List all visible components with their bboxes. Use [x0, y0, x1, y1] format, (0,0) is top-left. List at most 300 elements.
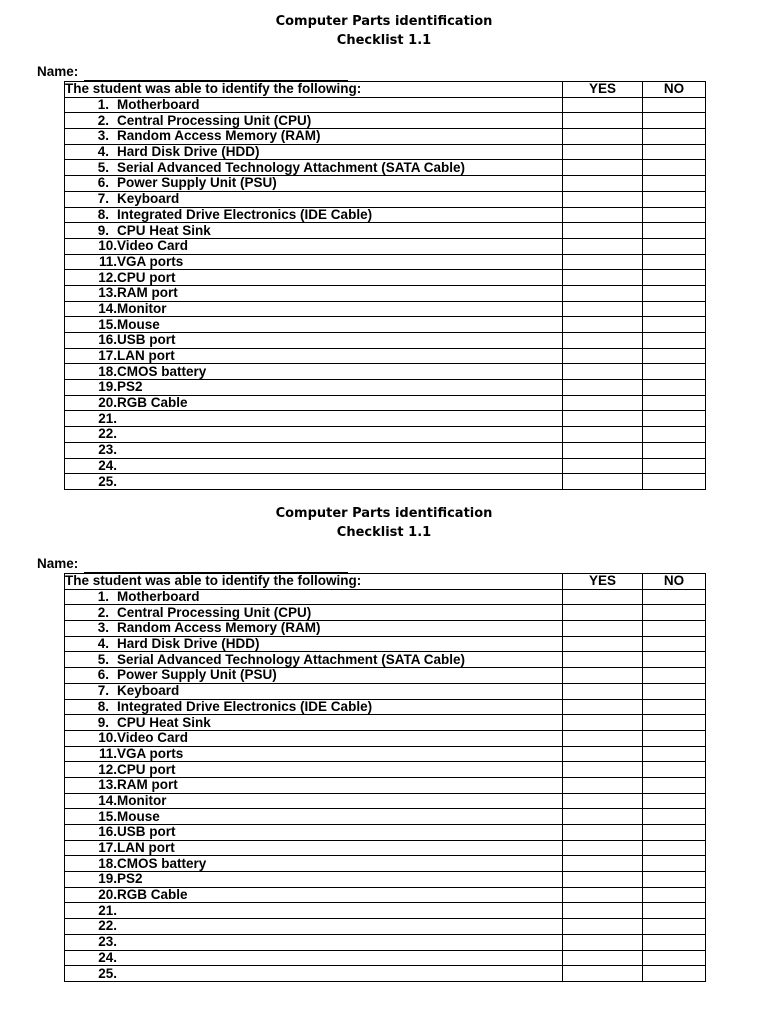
item-label: Motherboard	[117, 97, 200, 113]
no-checkbox-cell[interactable]	[643, 395, 706, 411]
yes-checkbox-cell[interactable]	[563, 840, 643, 856]
item-cell	[65, 652, 563, 668]
table-row	[65, 395, 706, 411]
item-cell	[65, 364, 563, 380]
item-label: Power Supply Unit (PSU)	[117, 667, 277, 683]
item-label: USB port	[117, 332, 176, 348]
header-yes: YES	[563, 82, 643, 98]
item-cell	[65, 176, 563, 192]
item-cell	[65, 809, 563, 825]
table-row	[65, 317, 706, 333]
yes-checkbox-cell[interactable]	[563, 903, 643, 919]
yes-checkbox-cell[interactable]	[563, 825, 643, 841]
no-checkbox-cell[interactable]	[643, 176, 706, 192]
item-cell	[65, 730, 563, 746]
item-cell	[65, 887, 563, 903]
table-row	[65, 715, 706, 731]
item-number: 22.	[98, 426, 117, 442]
table-header-row	[65, 82, 706, 98]
yes-checkbox-cell[interactable]	[563, 113, 643, 129]
no-checkbox-cell[interactable]	[643, 474, 706, 490]
item-cell	[65, 872, 563, 888]
no-checkbox-cell[interactable]	[643, 777, 706, 793]
item-label: Random Access Memory (RAM)	[117, 128, 321, 144]
item-number: 8.	[97, 699, 109, 714]
item-label: PS2	[117, 379, 143, 395]
yes-checkbox-cell[interactable]	[563, 348, 643, 364]
yes-checkbox-cell[interactable]	[563, 730, 643, 746]
item-label: Hard Disk Drive (HDD)	[117, 144, 260, 160]
no-checkbox-cell[interactable]	[643, 301, 706, 317]
yes-checkbox-cell[interactable]	[563, 699, 643, 715]
table-row	[65, 668, 706, 684]
no-checkbox-cell[interactable]	[643, 856, 706, 872]
yes-checkbox-cell[interactable]	[563, 683, 643, 699]
table-row	[65, 652, 706, 668]
item-number: 16.	[98, 824, 117, 840]
yes-checkbox-cell[interactable]	[563, 474, 643, 490]
yes-checkbox-cell[interactable]	[563, 254, 643, 270]
item-cell	[65, 97, 563, 113]
item-label: CPU port	[117, 269, 176, 285]
item-cell	[65, 589, 563, 605]
item-number: 22.	[98, 918, 117, 934]
item-label: RGB Cable	[117, 395, 188, 411]
item-label: VGA ports	[117, 254, 184, 269]
yes-checkbox-cell[interactable]	[563, 762, 643, 778]
item-label: Monitor	[117, 301, 167, 316]
yes-checkbox-cell[interactable]	[563, 395, 643, 411]
item-label: PS2	[117, 871, 143, 887]
table-row	[65, 699, 706, 715]
name-blank-line[interactable]	[84, 558, 348, 573]
item-number: 8.	[97, 207, 109, 222]
yes-checkbox-cell[interactable]	[563, 458, 643, 474]
item-cell	[65, 636, 563, 652]
item-label: Central Processing Unit (CPU)	[117, 604, 312, 620]
item-label: Video Card	[117, 238, 189, 254]
table-row	[65, 411, 706, 427]
item-label: Video Card	[117, 730, 189, 746]
item-label: CMOS battery	[117, 855, 207, 871]
table-row	[65, 777, 706, 793]
table-row	[65, 160, 706, 176]
table-row	[65, 364, 706, 380]
yes-checkbox-cell[interactable]	[563, 919, 643, 935]
table-row	[65, 589, 706, 605]
item-number: 25.	[98, 965, 117, 981]
item-number: 13.	[98, 285, 117, 301]
no-checkbox-cell[interactable]	[643, 160, 706, 176]
item-cell	[65, 683, 563, 699]
no-checkbox-cell[interactable]	[643, 129, 706, 145]
table-row	[65, 380, 706, 396]
item-cell	[65, 207, 563, 223]
yes-checkbox-cell[interactable]	[563, 129, 643, 145]
item-number: 14.	[98, 301, 117, 316]
yes-checkbox-cell[interactable]	[563, 301, 643, 317]
no-checkbox-cell[interactable]	[643, 699, 706, 715]
no-checkbox-cell[interactable]	[643, 458, 706, 474]
table-row	[65, 442, 706, 458]
no-checkbox-cell[interactable]	[643, 730, 706, 746]
item-cell	[65, 380, 563, 396]
table-row	[65, 270, 706, 286]
item-number: 7.	[97, 683, 109, 699]
no-checkbox-cell[interactable]	[643, 333, 706, 349]
table-row	[65, 605, 706, 621]
yes-checkbox-cell[interactable]	[563, 966, 643, 982]
item-label: Mouse	[117, 808, 160, 824]
item-number: 3.	[97, 620, 109, 636]
no-checkbox-cell[interactable]	[643, 113, 706, 129]
item-cell	[65, 919, 563, 935]
item-number: 9.	[97, 714, 109, 730]
name-field	[37, 63, 348, 81]
no-checkbox-cell[interactable]	[643, 715, 706, 731]
item-number: 12.	[98, 269, 117, 285]
item-number: 20.	[98, 887, 117, 903]
yes-checkbox-cell[interactable]	[563, 223, 643, 239]
item-label: Motherboard	[117, 589, 200, 605]
table-row	[65, 97, 706, 113]
table-row	[65, 746, 706, 762]
item-label: Central Processing Unit (CPU)	[117, 112, 312, 128]
item-cell	[65, 442, 563, 458]
item-cell	[65, 458, 563, 474]
item-number: 20.	[98, 395, 117, 411]
item-label: Serial Advanced Technology Attachment (SATA Cable)	[117, 159, 466, 175]
no-checkbox-cell[interactable]	[643, 238, 706, 254]
item-cell	[65, 793, 563, 809]
table-row	[65, 113, 706, 129]
item-cell	[65, 668, 563, 684]
item-cell	[65, 317, 563, 333]
no-checkbox-cell[interactable]	[643, 887, 706, 903]
item-cell	[65, 270, 563, 286]
yes-checkbox-cell[interactable]	[563, 285, 643, 301]
item-number: 19.	[98, 871, 117, 887]
header-description: The student was able to identify the following:	[65, 574, 563, 590]
no-checkbox-cell[interactable]	[643, 762, 706, 778]
no-checkbox-cell[interactable]	[643, 621, 706, 637]
table-header-row	[65, 574, 706, 590]
item-number: 16.	[98, 332, 117, 348]
no-checkbox-cell[interactable]	[643, 380, 706, 396]
document-subtitle: Checklist 1.1	[336, 525, 432, 540]
item-number: 25.	[98, 473, 117, 489]
document-subtitle: Checklist 1.1	[336, 33, 432, 48]
item-cell	[65, 144, 563, 160]
item-label: USB port	[117, 824, 176, 840]
item-label: RGB Cable	[117, 887, 188, 903]
no-checkbox-cell[interactable]	[643, 144, 706, 160]
table-row	[65, 458, 706, 474]
no-checkbox-cell[interactable]	[643, 652, 706, 668]
item-label: Keyboard	[117, 683, 180, 699]
item-label: RAM port	[117, 285, 178, 301]
table-row	[65, 887, 706, 903]
no-checkbox-cell[interactable]	[643, 825, 706, 841]
table-row	[65, 934, 706, 950]
no-checkbox-cell[interactable]	[643, 317, 706, 333]
item-cell	[65, 301, 563, 317]
item-number: 21.	[98, 410, 117, 426]
item-label: Serial Advanced Technology Attachment (SATA Cable)	[117, 651, 466, 667]
yes-checkbox-cell[interactable]	[563, 809, 643, 825]
header-yes: YES	[563, 574, 643, 590]
item-cell	[65, 856, 563, 872]
item-number: 6.	[97, 667, 109, 683]
table-row	[65, 207, 706, 223]
item-number: 21.	[98, 902, 117, 918]
no-checkbox-cell[interactable]	[643, 411, 706, 427]
table-row	[65, 621, 706, 637]
item-number: 23.	[98, 442, 117, 458]
no-checkbox-cell[interactable]	[643, 950, 706, 966]
item-label: Hard Disk Drive (HDD)	[117, 636, 260, 652]
table-row	[65, 762, 706, 778]
item-number: 18.	[98, 363, 117, 379]
item-cell	[65, 840, 563, 856]
no-checkbox-cell[interactable]	[643, 746, 706, 762]
item-label: CPU Heat Sink	[117, 222, 211, 238]
item-number: 24.	[98, 950, 117, 965]
item-label: CMOS battery	[117, 363, 207, 379]
no-checkbox-cell[interactable]	[643, 793, 706, 809]
no-checkbox-cell[interactable]	[643, 966, 706, 982]
no-checkbox-cell[interactable]	[643, 442, 706, 458]
item-number: 14.	[98, 793, 117, 808]
no-checkbox-cell[interactable]	[643, 840, 706, 856]
item-cell	[65, 223, 563, 239]
no-checkbox-cell[interactable]	[643, 223, 706, 239]
no-checkbox-cell[interactable]	[643, 668, 706, 684]
item-number: 19.	[98, 379, 117, 395]
item-cell	[65, 950, 563, 966]
item-number: 18.	[98, 855, 117, 871]
item-number: 17.	[98, 348, 117, 364]
item-number: 1.	[97, 97, 109, 113]
item-number: 15.	[98, 808, 117, 824]
header-no: NO	[643, 574, 706, 590]
item-number: 10.	[98, 730, 117, 746]
yes-checkbox-cell[interactable]	[563, 427, 643, 443]
name-field	[37, 555, 348, 573]
yes-checkbox-cell[interactable]	[563, 207, 643, 223]
item-cell	[65, 285, 563, 301]
item-number: 11.	[98, 254, 117, 269]
table-row	[65, 427, 706, 443]
table-row	[65, 825, 706, 841]
item-number: 1.	[97, 589, 109, 605]
item-cell	[65, 113, 563, 129]
yes-checkbox-cell[interactable]	[563, 191, 643, 207]
table-row	[65, 474, 706, 490]
no-checkbox-cell[interactable]	[643, 254, 706, 270]
item-cell	[65, 474, 563, 490]
table-row	[65, 254, 706, 270]
item-cell	[65, 238, 563, 254]
yes-checkbox-cell[interactable]	[563, 746, 643, 762]
item-number: 24.	[98, 458, 117, 473]
no-checkbox-cell[interactable]	[643, 285, 706, 301]
table-row	[65, 903, 706, 919]
yes-checkbox-cell[interactable]	[563, 605, 643, 621]
checklist-table	[64, 81, 706, 490]
yes-checkbox-cell[interactable]	[563, 144, 643, 160]
item-number: 2.	[97, 604, 109, 620]
no-checkbox-cell[interactable]	[643, 348, 706, 364]
item-label: Keyboard	[117, 191, 180, 207]
table-row	[65, 840, 706, 856]
no-checkbox-cell[interactable]	[643, 934, 706, 950]
yes-checkbox-cell[interactable]	[563, 589, 643, 605]
item-label: Integrated Drive Electronics (IDE Cable)	[117, 699, 373, 714]
name-blank-line[interactable]	[84, 66, 348, 81]
yes-checkbox-cell[interactable]	[563, 636, 643, 652]
item-number: 5.	[97, 159, 109, 175]
yes-checkbox-cell[interactable]	[563, 856, 643, 872]
yes-checkbox-cell[interactable]	[563, 950, 643, 966]
item-cell	[65, 966, 563, 982]
no-checkbox-cell[interactable]	[643, 903, 706, 919]
no-checkbox-cell[interactable]	[643, 589, 706, 605]
yes-checkbox-cell[interactable]	[563, 442, 643, 458]
yes-checkbox-cell[interactable]	[563, 777, 643, 793]
yes-checkbox-cell[interactable]	[563, 270, 643, 286]
item-cell	[65, 129, 563, 145]
table-row	[65, 950, 706, 966]
name-label: Name:	[37, 556, 79, 571]
item-number: 7.	[97, 191, 109, 207]
yes-checkbox-cell[interactable]	[563, 934, 643, 950]
yes-checkbox-cell[interactable]	[563, 364, 643, 380]
name-label: Name:	[37, 64, 79, 79]
no-checkbox-cell[interactable]	[643, 191, 706, 207]
item-cell	[65, 427, 563, 443]
item-cell	[65, 605, 563, 621]
item-cell	[65, 762, 563, 778]
item-number: 4.	[97, 636, 109, 652]
no-checkbox-cell[interactable]	[643, 809, 706, 825]
table-row	[65, 191, 706, 207]
item-label: CPU Heat Sink	[117, 714, 211, 730]
yes-checkbox-cell[interactable]	[563, 872, 643, 888]
yes-checkbox-cell[interactable]	[563, 160, 643, 176]
item-cell	[65, 746, 563, 762]
yes-checkbox-cell[interactable]	[563, 715, 643, 731]
item-label: Power Supply Unit (PSU)	[117, 175, 277, 191]
item-cell	[65, 254, 563, 270]
yes-checkbox-cell[interactable]	[563, 97, 643, 113]
item-number: 11.	[98, 746, 117, 761]
item-cell	[65, 715, 563, 731]
table-row	[65, 144, 706, 160]
yes-checkbox-cell[interactable]	[563, 238, 643, 254]
yes-checkbox-cell[interactable]	[563, 668, 643, 684]
yes-checkbox-cell[interactable]	[563, 652, 643, 668]
checklist-table	[64, 573, 706, 982]
item-label: CPU port	[117, 761, 176, 777]
yes-checkbox-cell[interactable]	[563, 317, 643, 333]
item-cell	[65, 903, 563, 919]
item-number: 15.	[98, 316, 117, 332]
header-no: NO	[643, 82, 706, 98]
item-number: 4.	[97, 144, 109, 160]
item-cell	[65, 825, 563, 841]
document-title: Computer Parts identification	[275, 14, 493, 29]
item-number: 17.	[98, 840, 117, 856]
item-number: 2.	[97, 112, 109, 128]
table-row	[65, 176, 706, 192]
item-label: Mouse	[117, 316, 160, 332]
yes-checkbox-cell[interactable]	[563, 411, 643, 427]
no-checkbox-cell[interactable]	[643, 270, 706, 286]
header-description: The student was able to identify the following:	[65, 82, 563, 98]
item-cell	[65, 934, 563, 950]
item-cell	[65, 699, 563, 715]
item-label: Monitor	[117, 793, 167, 808]
item-cell	[65, 333, 563, 349]
item-cell	[65, 348, 563, 364]
no-checkbox-cell[interactable]	[643, 683, 706, 699]
no-checkbox-cell[interactable]	[643, 919, 706, 935]
item-label: LAN port	[117, 348, 175, 364]
table-row	[65, 285, 706, 301]
item-number: 3.	[97, 128, 109, 144]
table-row	[65, 333, 706, 349]
item-number: 10.	[98, 238, 117, 254]
table-row	[65, 348, 706, 364]
yes-checkbox-cell[interactable]	[563, 333, 643, 349]
item-cell	[65, 395, 563, 411]
item-label: RAM port	[117, 777, 178, 793]
item-number: 13.	[98, 777, 117, 793]
table-row	[65, 919, 706, 935]
no-checkbox-cell[interactable]	[643, 364, 706, 380]
no-checkbox-cell[interactable]	[643, 636, 706, 652]
table-row	[65, 966, 706, 982]
yes-checkbox-cell[interactable]	[563, 793, 643, 809]
no-checkbox-cell[interactable]	[643, 427, 706, 443]
no-checkbox-cell[interactable]	[643, 207, 706, 223]
yes-checkbox-cell[interactable]	[563, 621, 643, 637]
item-label: Integrated Drive Electronics (IDE Cable)	[117, 207, 373, 222]
no-checkbox-cell[interactable]	[643, 97, 706, 113]
item-number: 9.	[97, 222, 109, 238]
item-label: VGA ports	[117, 746, 184, 761]
yes-checkbox-cell[interactable]	[563, 380, 643, 396]
document-title: Computer Parts identification	[275, 506, 493, 521]
item-cell	[65, 777, 563, 793]
yes-checkbox-cell[interactable]	[563, 887, 643, 903]
no-checkbox-cell[interactable]	[643, 605, 706, 621]
item-cell	[65, 160, 563, 176]
table-row	[65, 793, 706, 809]
yes-checkbox-cell[interactable]	[563, 176, 643, 192]
no-checkbox-cell[interactable]	[643, 872, 706, 888]
table-row	[65, 223, 706, 239]
item-label: LAN port	[117, 840, 175, 856]
item-cell	[65, 411, 563, 427]
table-row	[65, 636, 706, 652]
item-cell	[65, 191, 563, 207]
item-label: Random Access Memory (RAM)	[117, 620, 321, 636]
table-row	[65, 238, 706, 254]
item-number: 5.	[97, 651, 109, 667]
table-row	[65, 730, 706, 746]
